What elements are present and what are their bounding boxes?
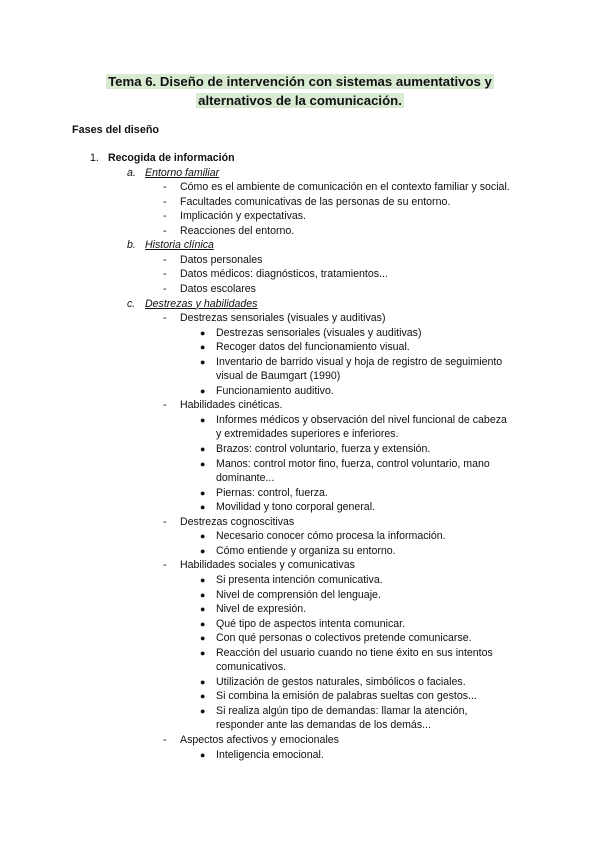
dash-marker: - bbox=[163, 312, 167, 325]
bullet-icon: ● bbox=[200, 589, 206, 600]
list-item: Datos escolares bbox=[180, 282, 256, 295]
subheading-entorno-familiar: Entorno familiar bbox=[145, 166, 220, 179]
list-item: Datos personales bbox=[180, 253, 263, 266]
bullet-item: Recoger datos del funcionamiento visual. bbox=[216, 341, 410, 354]
bullet-icon: ● bbox=[200, 676, 206, 687]
bullet-icon: ● bbox=[200, 327, 206, 338]
dash-marker: - bbox=[163, 282, 167, 295]
list-item: Cómo es el ambiente de comunicación en el contexto familiar y social. bbox=[180, 181, 510, 194]
title-line-1: Tema 6. Diseño de intervención con sistemas aumentativos y bbox=[108, 74, 492, 89]
list-number: 1. bbox=[90, 152, 99, 164]
bullet-item: Movilidad y tono corporal general. bbox=[216, 501, 375, 514]
bullet-item: Si realiza algún tipo de demandas: llamar la atención, bbox=[216, 704, 468, 717]
bullet-icon: ● bbox=[200, 545, 206, 556]
list-item: Datos médicos: diagnósticos, tratamientos... bbox=[180, 268, 388, 281]
bullet-item: Brazos: control voluntario, fuerza y extensión. bbox=[216, 443, 431, 455]
bullet-item: Reacción del usuario cuando no tiene éxito en sus intentos bbox=[216, 646, 493, 659]
sublist-marker: b. bbox=[127, 239, 136, 252]
dash-marker: - bbox=[163, 253, 167, 266]
bullet-item: Manos: control motor fino, fuerza, control voluntario, mano bbox=[216, 457, 490, 470]
bullet-icon: ● bbox=[200, 604, 206, 615]
bullet-icon: ● bbox=[200, 749, 206, 760]
bullet-item: Cómo entiende y organiza su entorno. bbox=[216, 544, 396, 557]
bullet-icon: ● bbox=[200, 487, 206, 498]
dash-marker: - bbox=[163, 210, 167, 223]
bullet-item: Funcionamiento auditivo. bbox=[216, 384, 334, 397]
bullet-item: Necesario conocer cómo procesa la información. bbox=[216, 530, 446, 543]
bullet-icon: ● bbox=[200, 385, 206, 396]
bullet-item: responder ante las demandas de los demás... bbox=[216, 719, 431, 732]
bullet-icon: ● bbox=[200, 691, 206, 702]
bullet-item: Informes médicos y observación del nivel funcional de cabeza bbox=[216, 413, 507, 426]
list-item: Implicación y expectativas. bbox=[180, 210, 307, 223]
dash-marker: - bbox=[163, 195, 167, 208]
title-line-2: alternativos de la comunicación. bbox=[198, 93, 402, 108]
bullet-icon: ● bbox=[200, 502, 206, 513]
bullet-icon: ● bbox=[200, 633, 206, 644]
bullet-item: Utilización de gestos naturales, simbólicos o faciales. bbox=[216, 675, 466, 688]
bullet-item: visual de Baumgart (1990) bbox=[216, 370, 341, 383]
bullet-item: Inventario de barrido visual y hoja de registro de seguimiento bbox=[216, 355, 503, 368]
bullet-item: y extremidades superiores e inferiores. bbox=[216, 428, 399, 441]
bullet-item: Piernas: control, fuerza. bbox=[216, 486, 328, 499]
bullet-icon: ● bbox=[200, 458, 206, 469]
group-heading: Habilidades cinéticas. bbox=[180, 399, 283, 412]
bullet-icon: ● bbox=[200, 356, 206, 367]
bullet-item: Nivel de comprensión del lenguaje. bbox=[216, 588, 381, 601]
bullet-icon: ● bbox=[200, 705, 206, 716]
bullet-item: comunicativos. bbox=[216, 661, 287, 674]
section-heading: Fases del diseño bbox=[72, 124, 160, 136]
group-heading: Aspectos afectivos y emocionales bbox=[180, 734, 339, 746]
bullet-item: Si combina la emisión de palabras sueltas con gestos... bbox=[216, 690, 477, 703]
subheading-historia-clinica: Historia clínica bbox=[145, 239, 214, 252]
bullet-icon: ● bbox=[200, 444, 206, 454]
subheading-destrezas-habilidades: Destrezas y habilidades bbox=[145, 297, 258, 310]
bullet-item: Destrezas sensoriales (visuales y auditivas) bbox=[216, 326, 422, 339]
list-item-heading: Recogida de información bbox=[108, 152, 235, 164]
bullet-icon: ● bbox=[200, 618, 206, 629]
bullet-icon: ● bbox=[200, 531, 206, 542]
bullet-item: Nivel de expresión. bbox=[216, 603, 307, 616]
dash-marker: - bbox=[163, 559, 167, 572]
bullet-item: dominante... bbox=[216, 472, 275, 485]
dash-marker: - bbox=[163, 268, 167, 281]
group-heading: Destrezas cognoscitivas bbox=[180, 515, 295, 528]
bullet-icon: ● bbox=[200, 414, 206, 425]
sublist-marker: c. bbox=[127, 297, 136, 310]
bullet-item: Qué tipo de aspectos intenta comunicar. bbox=[216, 617, 406, 630]
bullet-icon: ● bbox=[200, 342, 206, 353]
group-heading: Habilidades sociales y comunicativas bbox=[180, 559, 355, 572]
list-item: Reacciones del entorno. bbox=[180, 224, 295, 237]
dash-marker: - bbox=[163, 399, 167, 412]
document-title bbox=[0, 72, 600, 110]
dash-marker: - bbox=[163, 515, 167, 528]
bullet-item: Si presenta intención comunicativa. bbox=[216, 573, 383, 586]
bullet-item: Inteligencia emocional. bbox=[216, 748, 324, 761]
group-heading: Destrezas sensoriales (visuales y auditivas) bbox=[180, 312, 386, 325]
bullet-item: Con qué personas o colectivos pretende comunicarse. bbox=[216, 632, 472, 645]
dash-marker: - bbox=[163, 734, 167, 746]
sublist-marker: a. bbox=[127, 166, 136, 179]
bullet-icon: ● bbox=[200, 574, 206, 585]
bullet-icon: ● bbox=[200, 647, 206, 658]
dash-marker: - bbox=[163, 181, 167, 194]
list-item: Facultades comunicativas de las personas de su entorno. bbox=[180, 195, 451, 208]
dash-marker: - bbox=[163, 224, 167, 237]
